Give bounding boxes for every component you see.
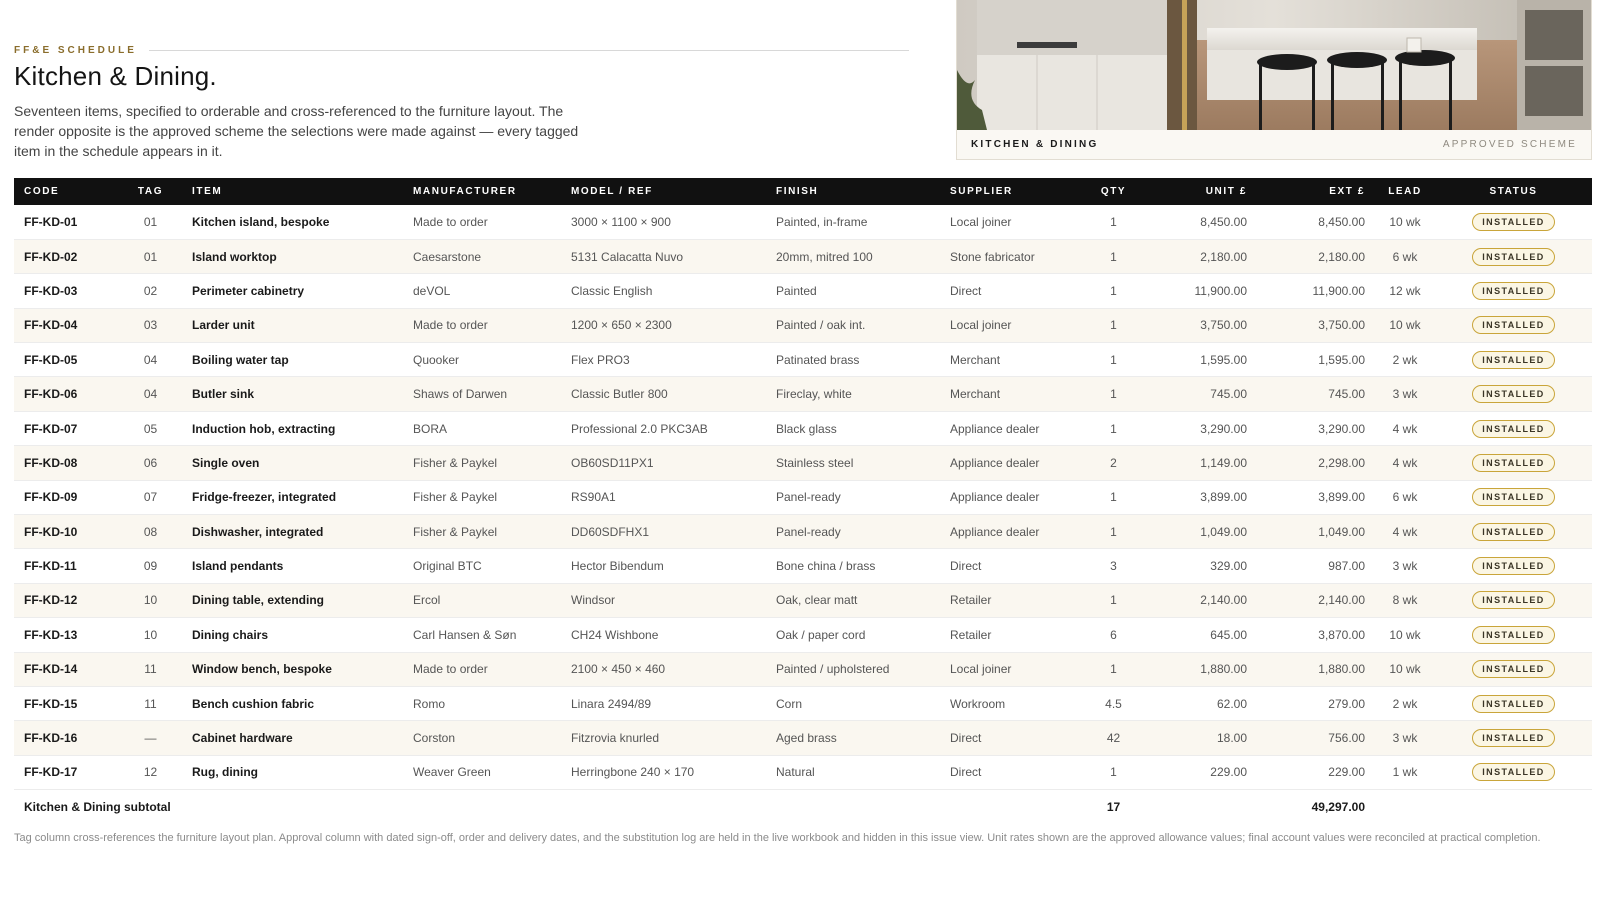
- status-badge: INSTALLED: [1472, 488, 1554, 506]
- table-row[interactable]: [14, 721, 1592, 755]
- cell-finish: 20mm, mitred 100: [766, 239, 940, 273]
- cell-supplier: Direct: [940, 549, 1082, 583]
- cell-status: [1435, 343, 1592, 377]
- cell-tag: —: [119, 721, 182, 755]
- cell-ext-price: 745.00: [1257, 377, 1375, 411]
- status-badge: INSTALLED: [1472, 523, 1554, 541]
- cell-ext-price: 2,140.00: [1257, 583, 1375, 617]
- render-card: [956, 0, 1592, 160]
- cell-lead-time: 10 wk: [1375, 652, 1435, 686]
- cell-qty: 1: [1082, 411, 1145, 445]
- cell-status: [1435, 274, 1592, 308]
- cell-model: Fitzrovia knurled: [561, 721, 766, 755]
- cell-finish: Oak, clear matt: [766, 583, 940, 617]
- cell-manufacturer: Shaws of Darwen: [403, 377, 561, 411]
- cell-finish: Fireclay, white: [766, 377, 940, 411]
- cell-unit-price: 229.00: [1145, 755, 1257, 789]
- status-badge: INSTALLED: [1472, 626, 1554, 644]
- table-row[interactable]: [14, 618, 1592, 652]
- cell-unit-price: 1,049.00: [1145, 515, 1257, 549]
- cell-supplier: Appliance dealer: [940, 411, 1082, 445]
- status-badge: INSTALLED: [1472, 729, 1554, 747]
- cell-manufacturer: Corston: [403, 721, 561, 755]
- cell-unit-price: 2,180.00: [1145, 239, 1257, 273]
- cell-model: Professional 2.0 PKC3AB: [561, 411, 766, 445]
- cell-model: 5131 Calacatta Nuvo: [561, 239, 766, 273]
- column-header-manufacturer[interactable]: MANUFACTURER: [403, 178, 561, 205]
- cell-status: [1435, 549, 1592, 583]
- cell-ext-price: 279.00: [1257, 686, 1375, 720]
- cell-manufacturer: Fisher & Paykel: [403, 515, 561, 549]
- subtotal-row: [14, 790, 1592, 824]
- render-caption-status: APPROVED SCHEME: [1442, 139, 1577, 150]
- cell-supplier: Appliance dealer: [940, 515, 1082, 549]
- column-header-code[interactable]: CODE: [14, 178, 119, 205]
- cell-code: FF-KD-09: [14, 480, 119, 514]
- cell-tag: 06: [119, 446, 182, 480]
- cell-ext-price: 1,595.00: [1257, 343, 1375, 377]
- cell-model: OB60SD11PX1: [561, 446, 766, 480]
- cell-manufacturer: Made to order: [403, 652, 561, 686]
- cell-qty: 1: [1082, 515, 1145, 549]
- cell-model: DD60SDFHX1: [561, 515, 766, 549]
- subtotal-ext: 49,297.00: [1257, 790, 1375, 824]
- table-footnote: Tag column cross-references the furniture layout plan. Approval column with dated sign-off, order and delivery dates, and the substitution log are held in the live workbook and hidden in this issue view. Unit rates shown are the approved allowance values; final account values were reconciled at practical completion.: [14, 832, 1541, 844]
- cell-ext-price: 11,900.00: [1257, 274, 1375, 308]
- cell-manufacturer: deVOL: [403, 274, 561, 308]
- cell-finish: Aged brass: [766, 721, 940, 755]
- cell-qty: 3: [1082, 549, 1145, 583]
- cell-tag: 10: [119, 583, 182, 617]
- cell-lead-time: 2 wk: [1375, 686, 1435, 720]
- column-header-ext[interactable]: EXT £: [1257, 178, 1375, 205]
- cell-item: Kitchen island, bespoke: [182, 205, 403, 239]
- kitchen-render-image: [957, 0, 1591, 130]
- cell-tag: 11: [119, 652, 182, 686]
- cell-lead-time: 10 wk: [1375, 618, 1435, 652]
- cell-qty: 1: [1082, 583, 1145, 617]
- cell-model: RS90A1: [561, 480, 766, 514]
- render-caption: [957, 130, 1591, 159]
- cell-qty: 2: [1082, 446, 1145, 480]
- cell-tag: 11: [119, 686, 182, 720]
- cell-item: Island pendants: [182, 549, 403, 583]
- cell-manufacturer: BORA: [403, 411, 561, 445]
- cell-lead-time: 10 wk: [1375, 308, 1435, 342]
- cell-supplier: Appliance dealer: [940, 446, 1082, 480]
- table-row[interactable]: [14, 343, 1592, 377]
- cell-lead-time: 1 wk: [1375, 755, 1435, 789]
- cell-finish: Oak / paper cord: [766, 618, 940, 652]
- status-badge: INSTALLED: [1472, 763, 1554, 781]
- cell-ext-price: 8,450.00: [1257, 205, 1375, 239]
- cell-status: [1435, 618, 1592, 652]
- cell-lead-time: 3 wk: [1375, 377, 1435, 411]
- cell-unit-price: 18.00: [1145, 721, 1257, 755]
- cell-unit-price: 1,149.00: [1145, 446, 1257, 480]
- cell-code: FF-KD-12: [14, 583, 119, 617]
- cell-model: 3000 × 1100 × 900: [561, 205, 766, 239]
- cell-item: Dishwasher, integrated: [182, 515, 403, 549]
- cell-lead-time: 4 wk: [1375, 446, 1435, 480]
- status-badge: INSTALLED: [1472, 557, 1554, 575]
- column-header-unit[interactable]: UNIT £: [1145, 178, 1257, 205]
- cell-status: [1435, 377, 1592, 411]
- cell-item: Boiling water tap: [182, 343, 403, 377]
- cell-item: Bench cushion fabric: [182, 686, 403, 720]
- cell-supplier: Appliance dealer: [940, 480, 1082, 514]
- table-row[interactable]: [14, 549, 1592, 583]
- table-row[interactable]: [14, 480, 1592, 514]
- cell-supplier: Direct: [940, 274, 1082, 308]
- cell-qty: 1: [1082, 239, 1145, 273]
- cell-supplier: Local joiner: [940, 205, 1082, 239]
- cell-tag: 10: [119, 618, 182, 652]
- cell-lead-time: 4 wk: [1375, 515, 1435, 549]
- cell-item: Single oven: [182, 446, 403, 480]
- cell-lead-time: 12 wk: [1375, 274, 1435, 308]
- cell-finish: Panel-ready: [766, 480, 940, 514]
- cell-tag: 12: [119, 755, 182, 789]
- cell-item: Fridge-freezer, integrated: [182, 480, 403, 514]
- cell-unit-price: 3,750.00: [1145, 308, 1257, 342]
- table-row[interactable]: [14, 652, 1592, 686]
- subtotal-qty: 17: [1082, 790, 1145, 824]
- table-row[interactable]: [14, 686, 1592, 720]
- cell-model: 2100 × 450 × 460: [561, 652, 766, 686]
- cell-ext-price: 2,180.00: [1257, 239, 1375, 273]
- cell-manufacturer: Ercol: [403, 583, 561, 617]
- cell-qty: 1: [1082, 377, 1145, 411]
- cell-tag: 04: [119, 343, 182, 377]
- status-badge: INSTALLED: [1472, 213, 1554, 231]
- cell-model: CH24 Wishbone: [561, 618, 766, 652]
- cell-ext-price: 756.00: [1257, 721, 1375, 755]
- cell-lead-time: 10 wk: [1375, 205, 1435, 239]
- ffe-schedule-table: [14, 178, 1592, 824]
- cell-supplier: Retailer: [940, 618, 1082, 652]
- cell-qty: 1: [1082, 205, 1145, 239]
- kitchen-render-illustration: [957, 0, 1591, 130]
- cell-tag: 02: [119, 274, 182, 308]
- cell-ext-price: 2,298.00: [1257, 446, 1375, 480]
- cell-ext-price: 3,899.00: [1257, 480, 1375, 514]
- cell-manufacturer: Romo: [403, 686, 561, 720]
- cell-item: Larder unit: [182, 308, 403, 342]
- cell-supplier: Merchant: [940, 377, 1082, 411]
- cell-code: FF-KD-02: [14, 239, 119, 273]
- cell-lead-time: 6 wk: [1375, 239, 1435, 273]
- cell-tag: 03: [119, 308, 182, 342]
- cell-tag: 04: [119, 377, 182, 411]
- cell-lead-time: 2 wk: [1375, 343, 1435, 377]
- cell-unit-price: 11,900.00: [1145, 274, 1257, 308]
- cell-qty: 1: [1082, 480, 1145, 514]
- status-badge: INSTALLED: [1472, 420, 1554, 438]
- cell-unit-price: 8,450.00: [1145, 205, 1257, 239]
- cell-manufacturer: Original BTC: [403, 549, 561, 583]
- cell-ext-price: 3,290.00: [1257, 411, 1375, 445]
- cell-item: Perimeter cabinetry: [182, 274, 403, 308]
- cell-status: [1435, 515, 1592, 549]
- cell-qty: 1: [1082, 308, 1145, 342]
- cell-code: FF-KD-01: [14, 205, 119, 239]
- cell-unit-price: 645.00: [1145, 618, 1257, 652]
- cell-item: Island worktop: [182, 239, 403, 273]
- cell-supplier: Local joiner: [940, 652, 1082, 686]
- cell-ext-price: 3,750.00: [1257, 308, 1375, 342]
- column-header-qty[interactable]: QTY: [1082, 178, 1145, 205]
- table-row[interactable]: [14, 308, 1592, 342]
- table-row[interactable]: [14, 515, 1592, 549]
- cell-status: [1435, 721, 1592, 755]
- table-row[interactable]: [14, 583, 1592, 617]
- eyebrow-divider: [149, 50, 909, 51]
- status-badge: INSTALLED: [1472, 248, 1554, 266]
- cell-supplier: Merchant: [940, 343, 1082, 377]
- cell-finish: Black glass: [766, 411, 940, 445]
- cell-lead-time: 3 wk: [1375, 549, 1435, 583]
- cell-supplier: Direct: [940, 721, 1082, 755]
- cell-finish: Painted: [766, 274, 940, 308]
- status-badge: INSTALLED: [1472, 385, 1554, 403]
- cell-code: FF-KD-04: [14, 308, 119, 342]
- cell-lead-time: 6 wk: [1375, 480, 1435, 514]
- subtotal-unit-empty: [1145, 790, 1257, 824]
- cell-ext-price: 1,049.00: [1257, 515, 1375, 549]
- cell-qty: 4.5: [1082, 686, 1145, 720]
- cell-ext-price: 229.00: [1257, 755, 1375, 789]
- cell-ext-price: 987.00: [1257, 549, 1375, 583]
- render-caption-room: KITCHEN & DINING: [971, 139, 1099, 150]
- cell-status: [1435, 652, 1592, 686]
- cell-finish: Corn: [766, 686, 940, 720]
- column-header-status[interactable]: STATUS: [1435, 178, 1592, 205]
- cell-unit-price: 3,899.00: [1145, 480, 1257, 514]
- cell-lead-time: 8 wk: [1375, 583, 1435, 617]
- page-title: Kitchen & Dining.: [14, 61, 217, 91]
- cell-code: FF-KD-07: [14, 411, 119, 445]
- cell-item: Cabinet hardware: [182, 721, 403, 755]
- cell-tag: 05: [119, 411, 182, 445]
- cell-finish: Stainless steel: [766, 446, 940, 480]
- cell-supplier: Local joiner: [940, 308, 1082, 342]
- table-row[interactable]: [14, 755, 1592, 789]
- table-row[interactable]: [14, 274, 1592, 308]
- cell-qty: 1: [1082, 652, 1145, 686]
- cell-finish: Bone china / brass: [766, 549, 940, 583]
- eyebrow-row: [14, 45, 909, 56]
- cell-model: Classic English: [561, 274, 766, 308]
- cell-item: Dining chairs: [182, 618, 403, 652]
- status-badge: INSTALLED: [1472, 282, 1554, 300]
- column-header-supplier[interactable]: SUPPLIER: [940, 178, 1082, 205]
- table-header-row: [14, 178, 1592, 205]
- cell-manufacturer: Fisher & Paykel: [403, 446, 561, 480]
- cell-model: Linara 2494/89: [561, 686, 766, 720]
- cell-model: Windsor: [561, 583, 766, 617]
- cell-code: FF-KD-08: [14, 446, 119, 480]
- cell-qty: 1: [1082, 343, 1145, 377]
- cell-tag: 01: [119, 205, 182, 239]
- cell-tag: 09: [119, 549, 182, 583]
- cell-unit-price: 1,595.00: [1145, 343, 1257, 377]
- cell-tag: 07: [119, 480, 182, 514]
- cell-unit-price: 2,140.00: [1145, 583, 1257, 617]
- cell-unit-price: 1,880.00: [1145, 652, 1257, 686]
- cell-status: [1435, 480, 1592, 514]
- cell-code: FF-KD-15: [14, 686, 119, 720]
- cell-finish: Patinated brass: [766, 343, 940, 377]
- cell-model: Hector Bibendum: [561, 549, 766, 583]
- cell-code: FF-KD-13: [14, 618, 119, 652]
- cell-qty: 1: [1082, 274, 1145, 308]
- cell-unit-price: 62.00: [1145, 686, 1257, 720]
- cell-qty: 42: [1082, 721, 1145, 755]
- table-row[interactable]: [14, 239, 1592, 273]
- cell-status: [1435, 411, 1592, 445]
- cell-code: FF-KD-14: [14, 652, 119, 686]
- cell-manufacturer: Made to order: [403, 205, 561, 239]
- cell-model: 1200 × 650 × 2300: [561, 308, 766, 342]
- column-header-model[interactable]: MODEL / REF: [561, 178, 766, 205]
- table-row[interactable]: [14, 205, 1592, 239]
- cell-lead-time: 3 wk: [1375, 721, 1435, 755]
- cell-model: Classic Butler 800: [561, 377, 766, 411]
- column-header-item[interactable]: ITEM: [182, 178, 403, 205]
- cell-finish: Painted / oak int.: [766, 308, 940, 342]
- cell-manufacturer: Weaver Green: [403, 755, 561, 789]
- table-row[interactable]: [14, 411, 1592, 445]
- section-eyebrow: FF&E SCHEDULE: [14, 45, 137, 56]
- cell-status: [1435, 205, 1592, 239]
- cell-finish: Painted, in-frame: [766, 205, 940, 239]
- cell-tag: 08: [119, 515, 182, 549]
- cell-status: [1435, 686, 1592, 720]
- cell-code: FF-KD-06: [14, 377, 119, 411]
- table-row[interactable]: [14, 446, 1592, 480]
- cell-unit-price: 329.00: [1145, 549, 1257, 583]
- column-header-tag[interactable]: TAG: [119, 178, 182, 205]
- cell-status: [1435, 308, 1592, 342]
- cell-item: Induction hob, extracting: [182, 411, 403, 445]
- cell-finish: Panel-ready: [766, 515, 940, 549]
- cell-item: Butler sink: [182, 377, 403, 411]
- cell-manufacturer: Quooker: [403, 343, 561, 377]
- cell-supplier: Retailer: [940, 583, 1082, 617]
- cell-supplier: Stone fabricator: [940, 239, 1082, 273]
- cell-code: FF-KD-16: [14, 721, 119, 755]
- status-badge: INSTALLED: [1472, 316, 1554, 334]
- cell-manufacturer: Made to order: [403, 308, 561, 342]
- cell-tag: 01: [119, 239, 182, 273]
- cell-qty: 6: [1082, 618, 1145, 652]
- cell-supplier: Workroom: [940, 686, 1082, 720]
- cell-item: Window bench, bespoke: [182, 652, 403, 686]
- cell-unit-price: 745.00: [1145, 377, 1257, 411]
- cell-lead-time: 4 wk: [1375, 411, 1435, 445]
- cell-model: Flex PRO3: [561, 343, 766, 377]
- status-badge: INSTALLED: [1472, 454, 1554, 472]
- column-header-lead[interactable]: LEAD: [1375, 178, 1435, 205]
- table-body: [14, 205, 1592, 790]
- cell-code: FF-KD-17: [14, 755, 119, 789]
- cell-model: Herringbone 240 × 170: [561, 755, 766, 789]
- cell-code: FF-KD-03: [14, 274, 119, 308]
- status-badge: INSTALLED: [1472, 591, 1554, 609]
- cell-supplier: Direct: [940, 755, 1082, 789]
- cell-status: [1435, 446, 1592, 480]
- cell-code: FF-KD-05: [14, 343, 119, 377]
- subtotal-trailing-empty: [1375, 790, 1592, 824]
- cell-finish: Natural: [766, 755, 940, 789]
- cell-unit-price: 3,290.00: [1145, 411, 1257, 445]
- cell-manufacturer: Fisher & Paykel: [403, 480, 561, 514]
- cell-item: Rug, dining: [182, 755, 403, 789]
- intro-paragraph: Seventeen items, specified to orderable and cross-referenced to the furniture layout. The render opposite is the approved scheme the selections were made against — every tagged item in the schedule appears in it.: [14, 103, 579, 159]
- status-badge: INSTALLED: [1472, 695, 1554, 713]
- status-badge: INSTALLED: [1472, 660, 1554, 678]
- cell-status: [1435, 755, 1592, 789]
- cell-code: FF-KD-11: [14, 549, 119, 583]
- cell-manufacturer: Carl Hansen & Søn: [403, 618, 561, 652]
- cell-finish: Painted / upholstered: [766, 652, 940, 686]
- table-row[interactable]: [14, 377, 1592, 411]
- cell-code: FF-KD-10: [14, 515, 119, 549]
- column-header-finish[interactable]: FINISH: [766, 178, 940, 205]
- cell-qty: 1: [1082, 755, 1145, 789]
- cell-ext-price: 1,880.00: [1257, 652, 1375, 686]
- subtotal-label: Kitchen & Dining subtotal: [14, 790, 1082, 824]
- cell-status: [1435, 583, 1592, 617]
- status-badge: INSTALLED: [1472, 351, 1554, 369]
- cell-manufacturer: Caesarstone: [403, 239, 561, 273]
- cell-item: Dining table, extending: [182, 583, 403, 617]
- cell-status: [1435, 239, 1592, 273]
- cell-ext-price: 3,870.00: [1257, 618, 1375, 652]
